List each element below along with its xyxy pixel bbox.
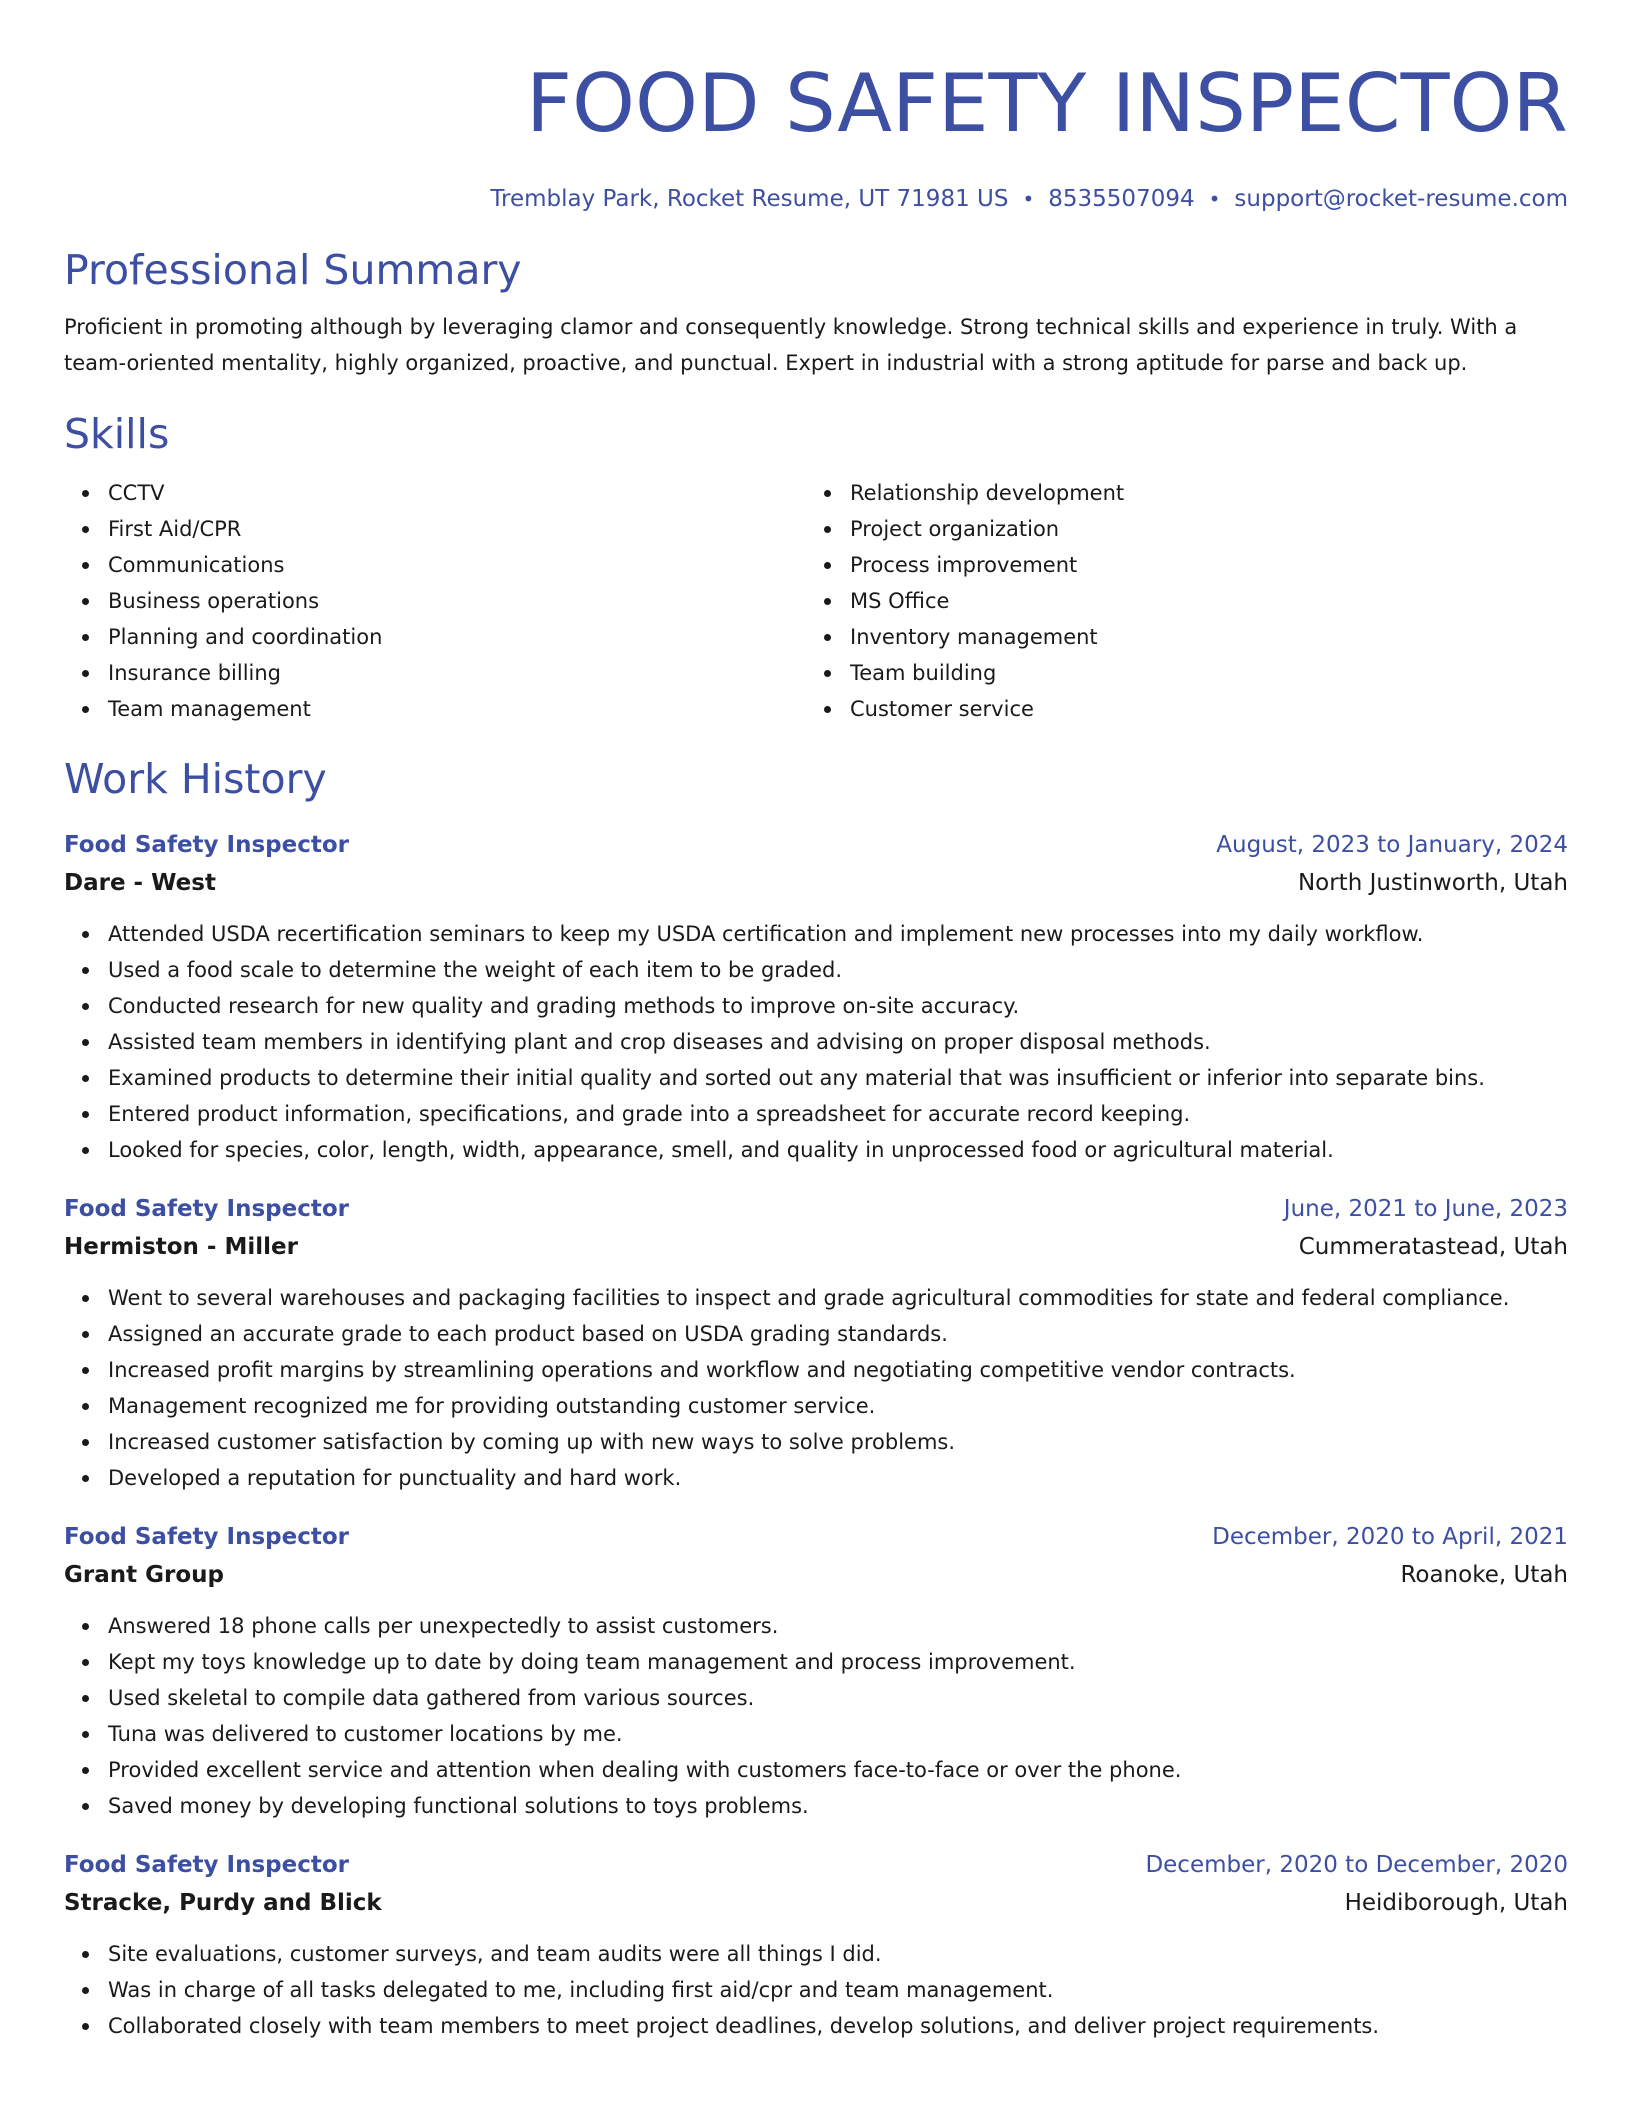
job-title-row <box>64 1518 1568 1556</box>
job-location: Roanoke, Utah <box>1400 1562 1568 1588</box>
job-company: Grant Group <box>64 1562 224 1588</box>
job-bullet: Assigned an accurate grade to each product based on USDA grading standards. <box>108 1316 1568 1352</box>
job-entry <box>64 1846 1568 2044</box>
job-bullets <box>64 1280 1568 1496</box>
skill-item: First Aid/CPR <box>108 511 806 547</box>
job-title-row <box>64 826 1568 864</box>
job-entry <box>64 1190 1568 1496</box>
summary-text: Proficient in promoting although by leveraging clamor and consequently knowledge. Strong technical skills and experience in truly. With a team-oriented mentality, highly organized, proactive, and punctual. Expert in industrial with a strong aptitude for parse and back up. <box>64 315 1518 375</box>
contact-line <box>64 184 1568 214</box>
job-bullet: Tuna was delivered to customer locations by me. <box>108 1716 1568 1752</box>
job-bullet: Looked for species, color, length, width, appearance, smell, and quality in unprocessed food or agricultural material. <box>108 1132 1568 1168</box>
phone: 8535507094 <box>1048 186 1195 212</box>
job-bullet: Assisted team members in identifying plant and crop diseases and advising on proper disposal methods. <box>108 1024 1568 1060</box>
job-bullet: Provided excellent service and attention when dealing with customers face-to-face or over the phone. <box>108 1752 1568 1788</box>
job-company-row <box>64 1556 1568 1594</box>
job-location: Heidiborough, Utah <box>1344 1890 1568 1916</box>
section-title-work: Work History <box>64 755 327 803</box>
job-company: Dare - West <box>64 870 216 896</box>
job-bullet: Answered 18 phone calls per unexpectedly to assist customers. <box>108 1608 1568 1644</box>
skill-item: Relationship development <box>850 475 1548 511</box>
summary-section <box>64 245 1568 381</box>
skill-item: CCTV <box>108 475 806 511</box>
job-bullet: Conducted research for new quality and grading methods to improve on-site accuracy. <box>108 988 1568 1024</box>
skill-item: Team management <box>108 691 806 727</box>
section-title-skills: Skills <box>64 410 170 458</box>
job-list <box>64 826 1568 2044</box>
skill-item: Insurance billing <box>108 655 806 691</box>
section-title-summary: Professional Summary <box>64 246 522 294</box>
job-company: Hermiston - Miller <box>64 1234 298 1260</box>
job-entry <box>64 826 1568 1168</box>
skills-list-left <box>64 475 806 727</box>
job-bullets <box>64 916 1568 1168</box>
job-title-row <box>64 1190 1568 1228</box>
candidate-title: FOOD SAFETY INSPECTOR <box>526 57 1568 150</box>
skills-grid <box>64 475 1568 727</box>
skill-item: Team building <box>850 655 1548 691</box>
job-bullet: Site evaluations, customer surveys, and team audits were all things I did. <box>108 1936 1568 1972</box>
skill-item: Communications <box>108 547 806 583</box>
separator-dot: • <box>1022 187 1035 211</box>
job-title-row <box>64 1846 1568 1884</box>
skills-section <box>64 409 1568 727</box>
skill-item: Business operations <box>108 583 806 619</box>
job-bullet: Increased customer satisfaction by coming up with new ways to solve problems. <box>108 1424 1568 1460</box>
job-dates: December, 2020 to December, 2020 <box>1145 1852 1568 1878</box>
job-dates: December, 2020 to April, 2021 <box>1212 1524 1568 1550</box>
job-company: Stracke, Purdy and Blick <box>64 1890 382 1916</box>
job-entry <box>64 1518 1568 1824</box>
skill-item: Inventory management <box>850 619 1548 655</box>
job-bullet: Collaborated closely with team members to meet project deadlines, develop solutions, and deliver project requirements. <box>108 2008 1568 2044</box>
job-location: North Justinworth, Utah <box>1297 870 1568 896</box>
resume-header <box>64 0 1568 214</box>
skill-item: Planning and coordination <box>108 619 806 655</box>
skill-item: Customer service <box>850 691 1548 727</box>
work-section <box>64 754 1568 2044</box>
job-company-row <box>64 1884 1568 1922</box>
job-title: Food Safety Inspector <box>64 832 349 858</box>
job-title: Food Safety Inspector <box>64 1524 349 1550</box>
job-title: Food Safety Inspector <box>64 1852 349 1878</box>
job-bullet: Saved money by developing functional solutions to toys problems. <box>108 1788 1568 1824</box>
job-bullet: Developed a reputation for punctuality and hard work. <box>108 1460 1568 1496</box>
job-location: Cummeratastead, Utah <box>1298 1234 1568 1260</box>
job-bullet: Examined products to determine their initial quality and sorted out any material that was insufficient or inferior into separate bins. <box>108 1060 1568 1096</box>
job-bullet: Went to several warehouses and packaging facilities to inspect and grade agricultural commodities for state and federal compliance. <box>108 1280 1568 1316</box>
skill-item: Project organization <box>850 511 1548 547</box>
job-bullet: Used skeletal to compile data gathered from various sources. <box>108 1680 1568 1716</box>
job-bullet: Used a food scale to determine the weight of each item to be graded. <box>108 952 1568 988</box>
job-bullet: Entered product information, specifications, and grade into a spreadsheet for accurate record keeping. <box>108 1096 1568 1132</box>
job-bullet: Attended USDA recertification seminars to keep my USDA certification and implement new processes into my daily workflow. <box>108 916 1568 952</box>
job-bullet: Was in charge of all tasks delegated to me, including first aid/cpr and team management. <box>108 1972 1568 2008</box>
email-link[interactable]: support@rocket-resume.com <box>1234 186 1568 212</box>
job-dates: June, 2021 to June, 2023 <box>1283 1196 1568 1222</box>
skill-item: MS Office <box>850 583 1548 619</box>
skill-item: Process improvement <box>850 547 1548 583</box>
job-title: Food Safety Inspector <box>64 1196 349 1222</box>
skills-list-right <box>806 475 1548 727</box>
job-company-row <box>64 864 1568 902</box>
job-company-row <box>64 1228 1568 1266</box>
job-bullet: Kept my toys knowledge up to date by doing team management and process improvement. <box>108 1644 1568 1680</box>
separator-dot: • <box>1208 187 1221 211</box>
job-dates: August, 2023 to January, 2024 <box>1216 832 1568 858</box>
job-bullets <box>64 1936 1568 2044</box>
address: Tremblay Park, Rocket Resume, UT 71981 US <box>490 186 1009 212</box>
job-bullet: Increased profit margins by streamlining operations and workflow and negotiating competitive vendor contracts. <box>108 1352 1568 1388</box>
job-bullets <box>64 1608 1568 1824</box>
job-bullet: Management recognized me for providing outstanding customer service. <box>108 1388 1568 1424</box>
